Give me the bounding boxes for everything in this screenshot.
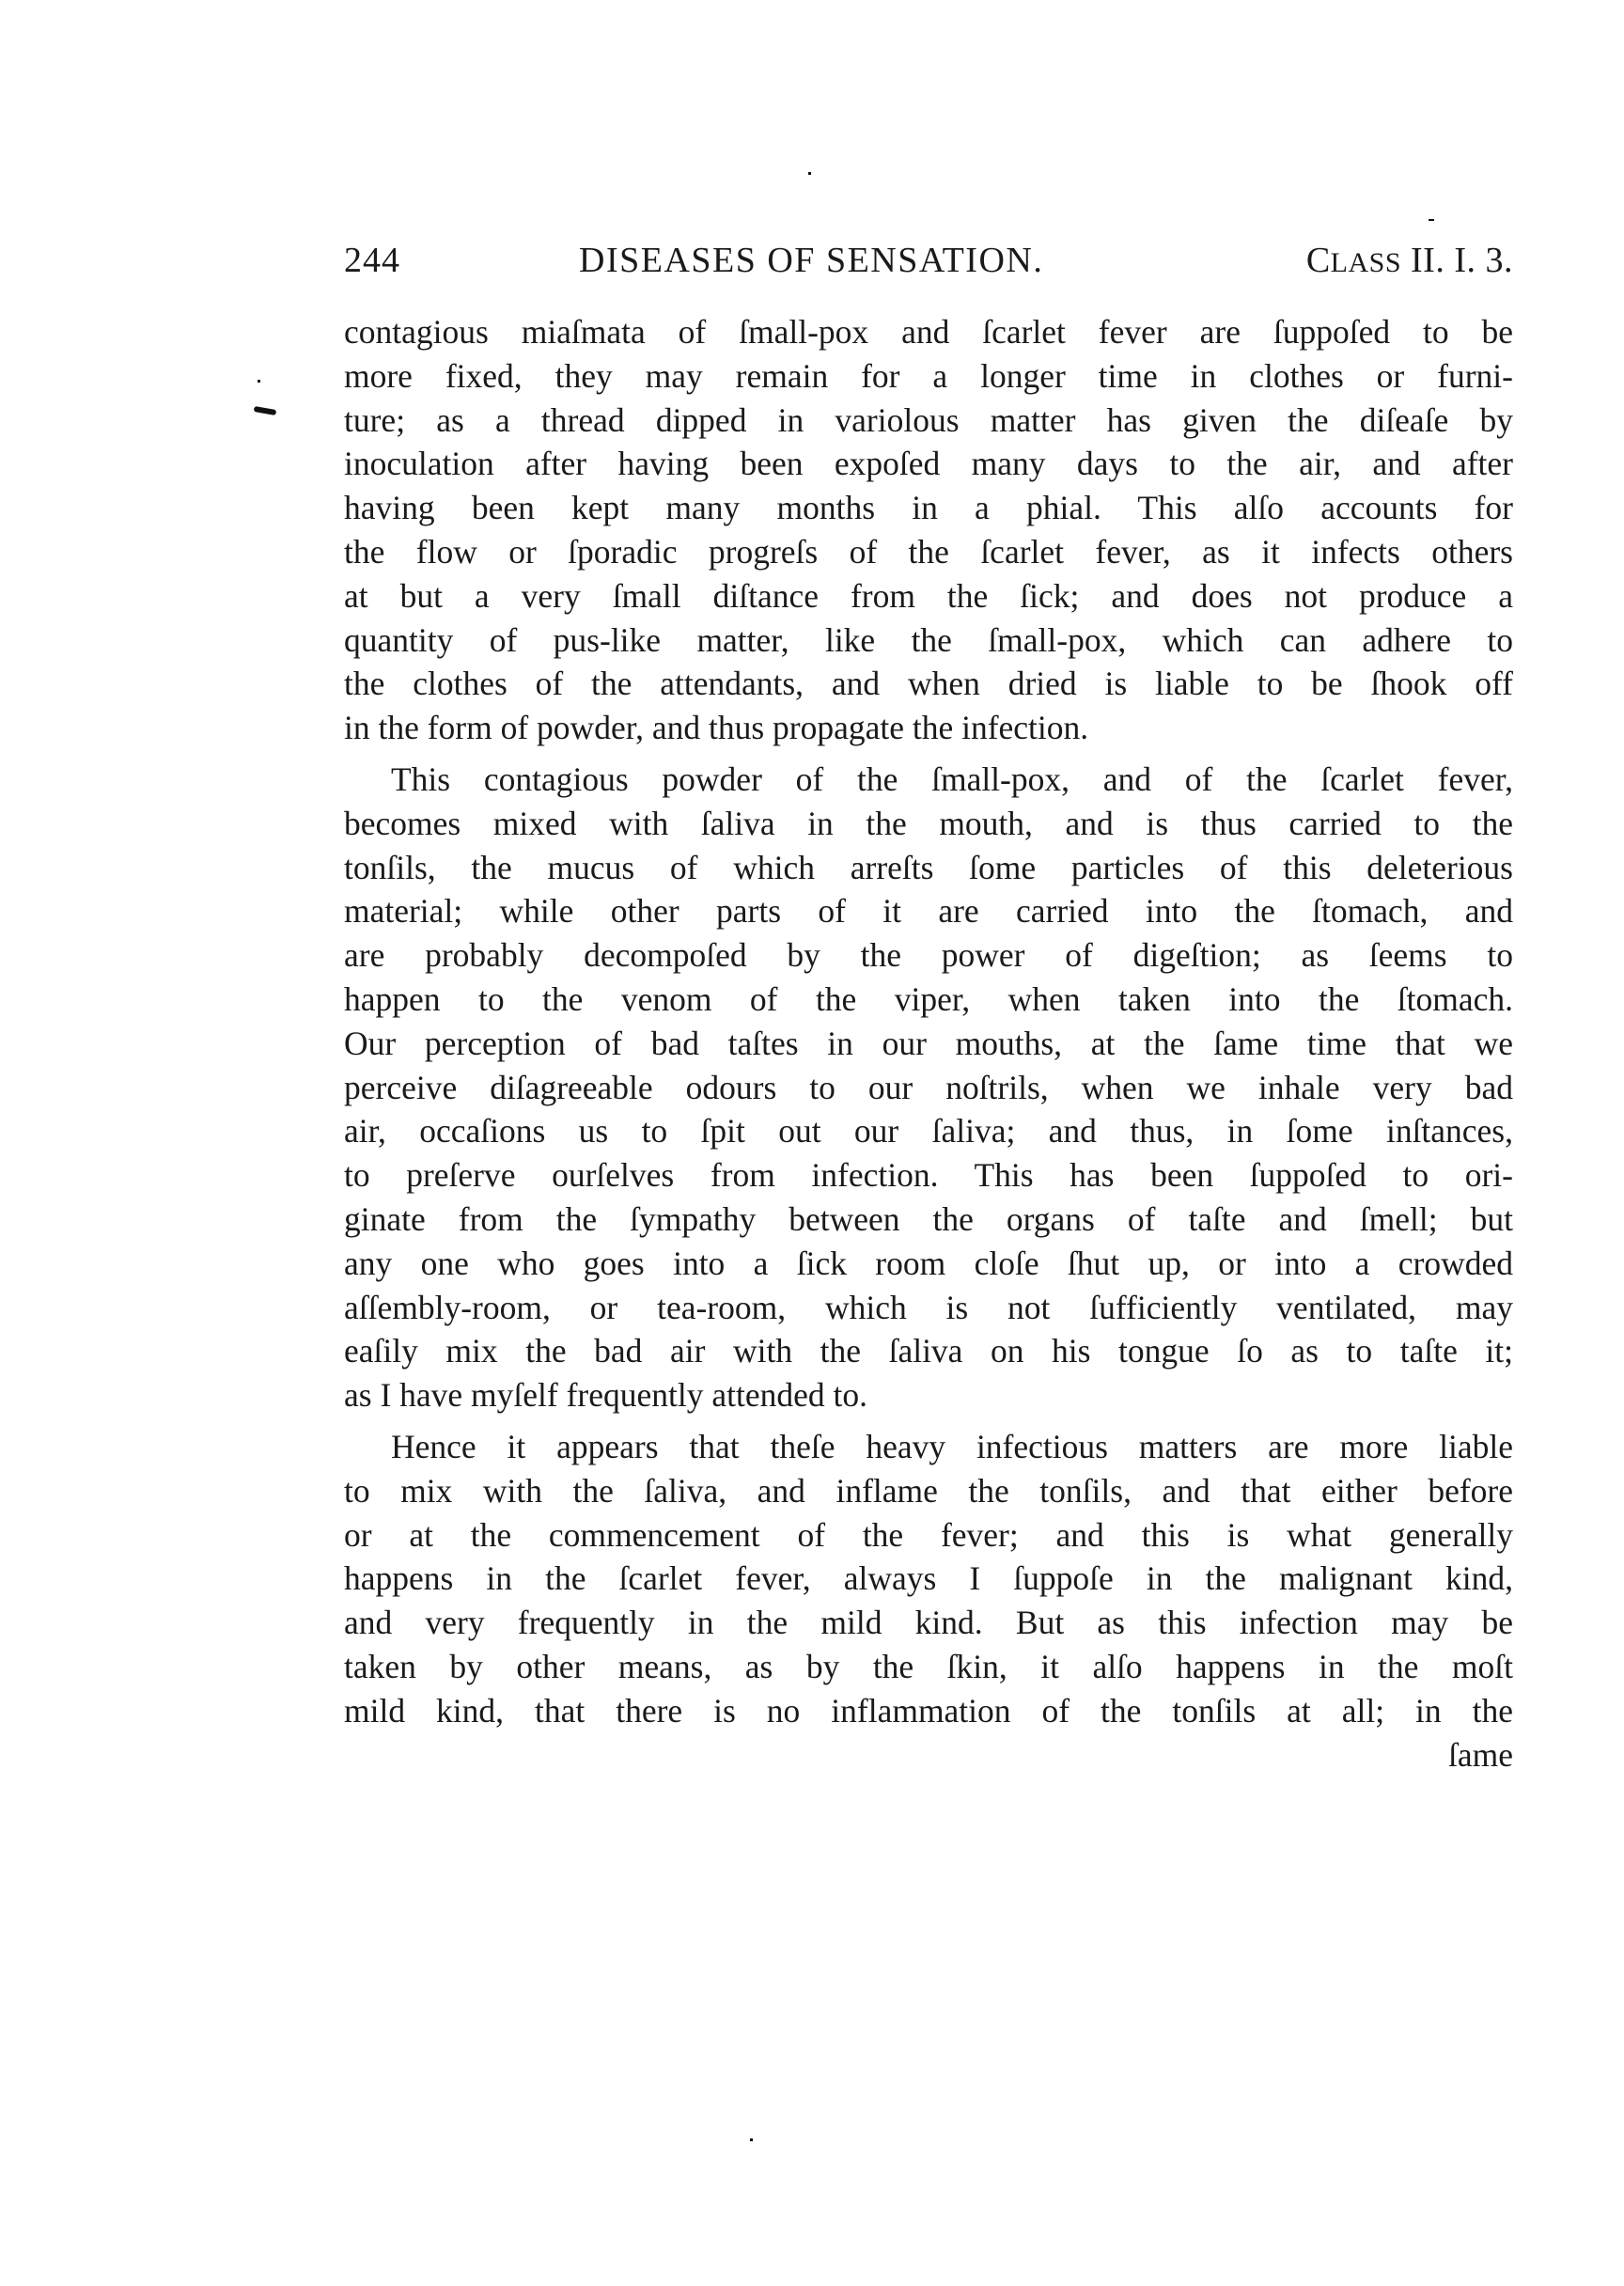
text-line: This contagious powder of the ſmall-pox, and of the ſcarlet fever, (391, 759, 1513, 798)
text-line: in the form of powder, and thus propagate the infection. (344, 709, 1089, 747)
text-line: and very frequently in the mild kind. But as this infection may be (344, 1604, 1513, 1642)
text-line: Hence it appears that theſe heavy infectious matters are more liable (391, 1427, 1513, 1465)
text-line: to mix with the ſaliva, and inflame the tonſils, and that either before (344, 1471, 1513, 1510)
text-line: are probably decompoſed by the power of digeſtion; as ſeems to (344, 936, 1513, 975)
class-ref-suffix: II. I. 3. (1401, 241, 1513, 280)
text-line: eaſily mix the bad air with the ſaliva on his tongue ſo as to taſte it; (344, 1332, 1513, 1370)
text-line: contagious miaſmata of ſmall-pox and ſcarlet fever are ſuppoſed to be (344, 313, 1513, 351)
text-line: becomes mixed with ſaliva in the mouth, and is thus carried to the (344, 804, 1513, 842)
text-line: perceive diſagreeable odours to our noſtrils, when we inhale very bad (344, 1068, 1513, 1106)
text-line: ture; as a thread dipped in variolous matter has given the diſeaſe by (344, 400, 1513, 439)
print-speck (1429, 219, 1434, 221)
text-line: mild kind, that there is no inflammation of the tonſils at all; in the (344, 1691, 1513, 1730)
text-line: tonſils, the mucus of which arreſts ſome particles of this deleterious (344, 848, 1513, 886)
text-line: the clothes of the attendants, and when dried is liable to be ſhook off (344, 665, 1513, 703)
text-line: happens in the ſcarlet fever, always I ſuppoſe in the malignant kind, (344, 1559, 1513, 1598)
text-line: more fixed, they may remain for a longer time in clothes or furni- (344, 356, 1513, 395)
running-title: DISEASES OF SENSATION. (579, 241, 1044, 280)
text-line: as I have myſelf frequently attended to. (344, 1376, 867, 1415)
paragraph-2 (344, 758, 1513, 1417)
text-line: ginate from the ſympathy between the organs of taſte and ſmell; but (344, 1199, 1513, 1238)
body-text (344, 310, 1513, 1777)
class-ref-prefix: C (1305, 241, 1331, 280)
text-line: to preſerve ourſelves from infection. This has been ſuppoſed to ori- (344, 1156, 1513, 1195)
text-line: Our perception of bad taſtes in our mouths, at the ſame time that we (344, 1024, 1513, 1062)
text-line: quantity of pus-like matter, like the ſmall-pox, which can adhere to (344, 620, 1513, 659)
paragraph-1 (344, 310, 1513, 750)
class-reference (1306, 237, 1513, 287)
paragraph-3 (344, 1425, 1513, 1777)
print-speck (258, 380, 260, 383)
text-line: air, occaſions us to ſpit out our ſaliva; and thus, in ſome inſtances, (344, 1112, 1513, 1151)
text-line: the flow or ſporadic progreſs of the ſcarlet fever, as it infects others (344, 532, 1513, 571)
catchword: ſame (1448, 1735, 1513, 1774)
text-line: or at the commencement of the fever; and this is what generally (344, 1515, 1513, 1554)
page-number: 244 (344, 241, 400, 280)
text-line: any one who goes into a ſick room cloſe ſhut up, or into a crowded (344, 1244, 1513, 1282)
print-speck (750, 2138, 753, 2141)
running-header (344, 237, 1513, 284)
text-line: happen to the venom of the viper, when taken into the ſtomach. (344, 979, 1513, 1018)
text-line: at but a very ſmall diſtance from the ſick; and does not produce a (344, 576, 1513, 615)
class-ref-smallcaps: LASS (1330, 247, 1402, 278)
print-speck (808, 172, 811, 175)
text-line: material; while other parts of it are carried into the ſtomach, and (344, 892, 1513, 931)
text-line: having been kept many months in a phial. This alſo accounts for (344, 489, 1513, 527)
text-line: inoculation after having been expoſed many days to the air, and after (344, 445, 1513, 483)
margin-ink-mark (254, 406, 277, 415)
text-line: taken by other means, as by the ſkin, it alſo happens in the moſt (344, 1647, 1513, 1685)
text-line: aſſembly-room, or tea-room, which is not ſufficiently ventilated, may (344, 1288, 1513, 1326)
